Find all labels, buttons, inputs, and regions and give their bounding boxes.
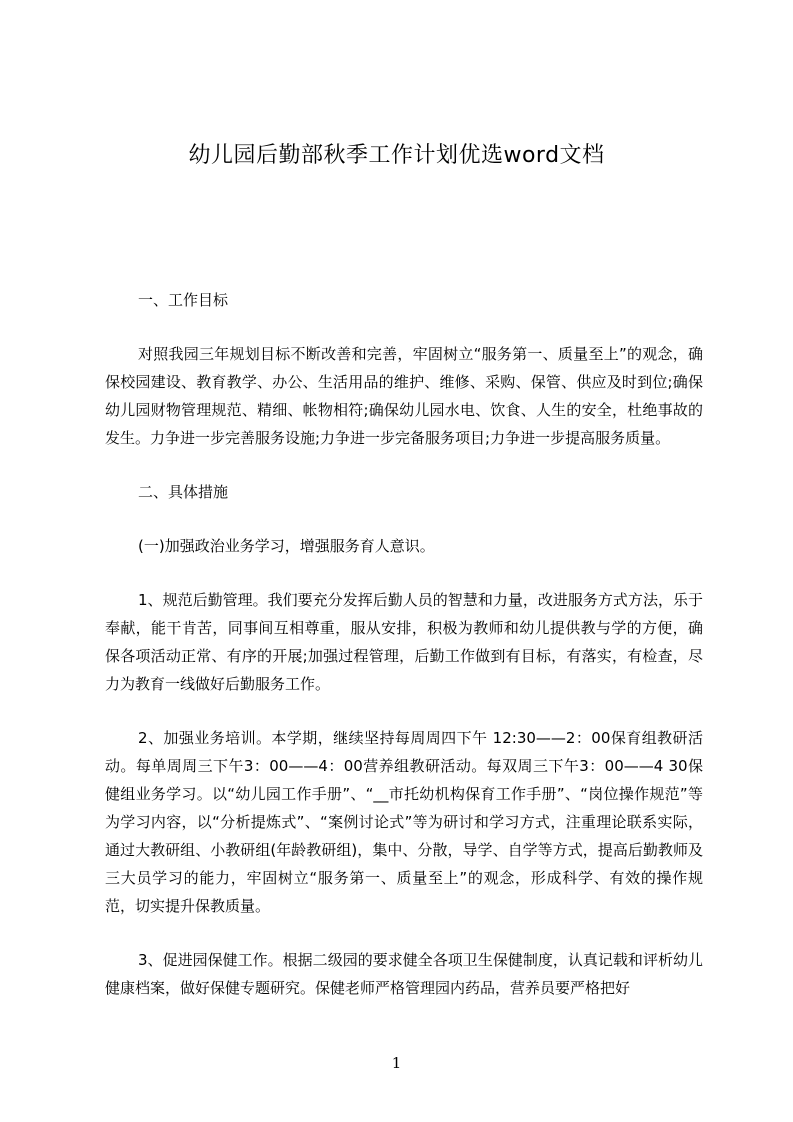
paragraph-goals: 对照我园三年规划目标不断改善和完善，牢固树立“服务第一、质量至上”的观念，确保校园建设、教育教学、办公、生活用品的维护、维修、采购、保管、供应及时到位;确保幼儿园财物管理规范、精细、帐物相符;确保幼儿园水电、饮食、人生的安全，杜绝事故的发生。力争进一步完善服务设施;力争进一步完备服务项目;力争进一步提高服务质量。	[105, 345, 703, 447]
subheading-study: (一)加强政治业务学习，增强服务育人意识。	[138, 537, 435, 555]
document-title: 幼儿园后勤部秋季工作计划优选word文档	[188, 143, 605, 168]
page-number: 1	[391, 1054, 402, 1072]
paragraph-healthcare: 3、促进园保健工作。根据二级园的要求健全各项卫生保健制度，认真记载和评析幼儿健康档案，做好保健专题研究。保健老师严格管理园内药品，营养员要严格把好	[105, 951, 703, 997]
section-heading-measures: 二、具体措施	[138, 483, 229, 501]
paragraph-training: 2、加强业务培训。本学期，继续坚持每周周四下午 12:30——2：00保育组教研活动。每单周周三下午3：00——4：00营养组教研活动。每双周三下午3：00——4 30保健组业务学习。以“幼儿园工作手册”、“__市托幼机构保育工作手册”、“岗位操作规范”等为学习内容，以“分析提炼式”、“案例讨论式”等为研讨和学习方式，注重理论联系实际，通过大教研组、小教研组(年龄教研组)，集中、分散，导学、自学等方式，提高后勤教师及三大员学习的能力，牢固树立“服务第一、质量至上”的观念，形成科学、有效的操作规范，切实提升保教质量。	[105, 729, 703, 915]
document-body	[105, 286, 703, 1002]
section-heading-goals: 一、工作目标	[138, 291, 229, 309]
paragraph-logistics-management: 1、规范后勤管理。我们要充分发挥后勤人员的智慧和力量，改进服务方式方法，乐于奉献，能干肯苦，同事间互相尊重，服从安排，积极为教师和幼儿提供教与学的方便，确保各项活动正常、有序的开展;加强过程管理，后勤工作做到有目标，有落实，有检查，尽力为教育一线做好后勤服务工作。	[105, 591, 703, 693]
